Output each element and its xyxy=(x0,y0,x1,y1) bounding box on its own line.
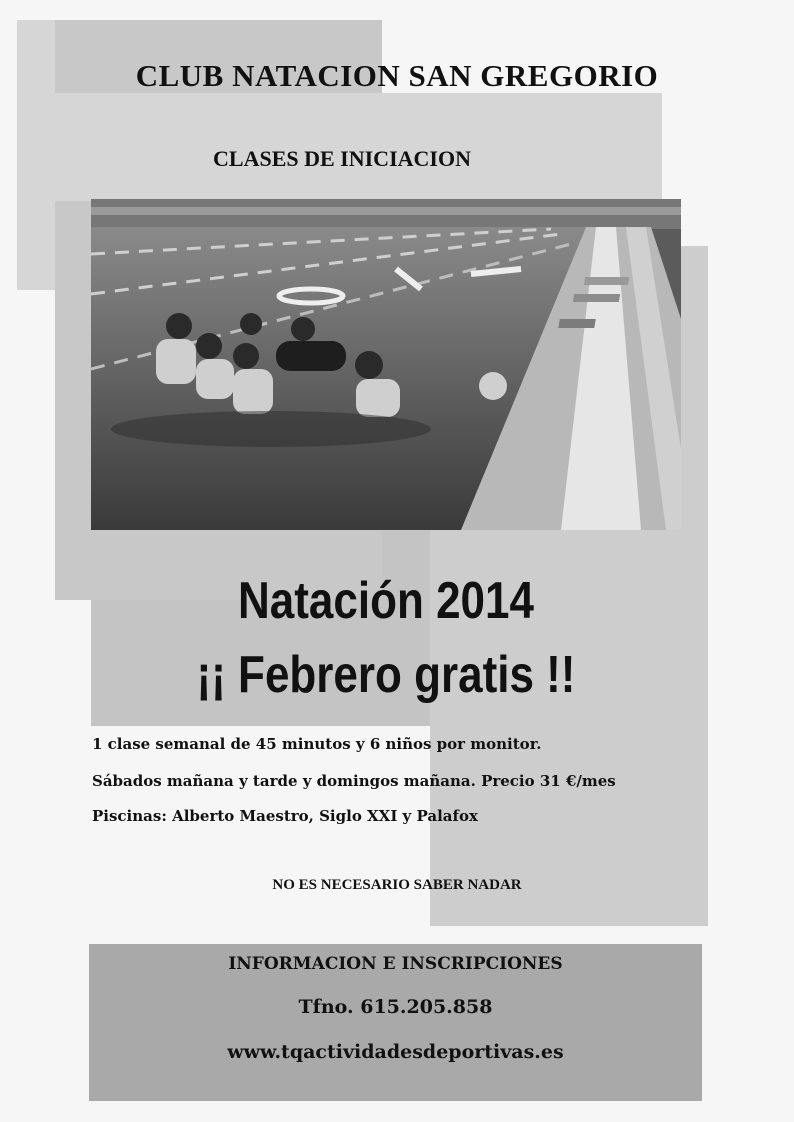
pools-text: Piscinas: Alberto Maestro, Siglo XXI y Palafox xyxy=(92,807,478,825)
contact-panel xyxy=(89,944,702,1101)
contact-heading: INFORMACION E INSCRIPCIONES xyxy=(228,954,563,974)
phone-number: Tfno. 615.205.858 xyxy=(298,996,493,1018)
swimming-pool-photo xyxy=(91,199,681,530)
class-frequency-text: 1 clase semanal de 45 minutos y 6 niños por monitor. xyxy=(92,735,542,753)
background-block-lower xyxy=(92,727,430,927)
promo-year-headline: Natación 2014 xyxy=(238,572,534,630)
page-title: CLUB NATACION SAN GREGORIO xyxy=(135,58,659,93)
schedule-price-text: Sábados mañana y tarde y domingos mañana. Precio 31 €/mes xyxy=(92,772,616,790)
no-swimming-required-notice: NO ES NECESARIO SABER NADAR xyxy=(272,877,522,893)
page-subtitle: CLASES DE INICIACION xyxy=(213,146,471,171)
pool-illustration xyxy=(91,199,681,530)
website-link[interactable]: www.tqactividadesdeportivas.es xyxy=(227,1041,564,1063)
promo-free-headline: ¡¡ Febrero gratis !! xyxy=(196,646,576,704)
